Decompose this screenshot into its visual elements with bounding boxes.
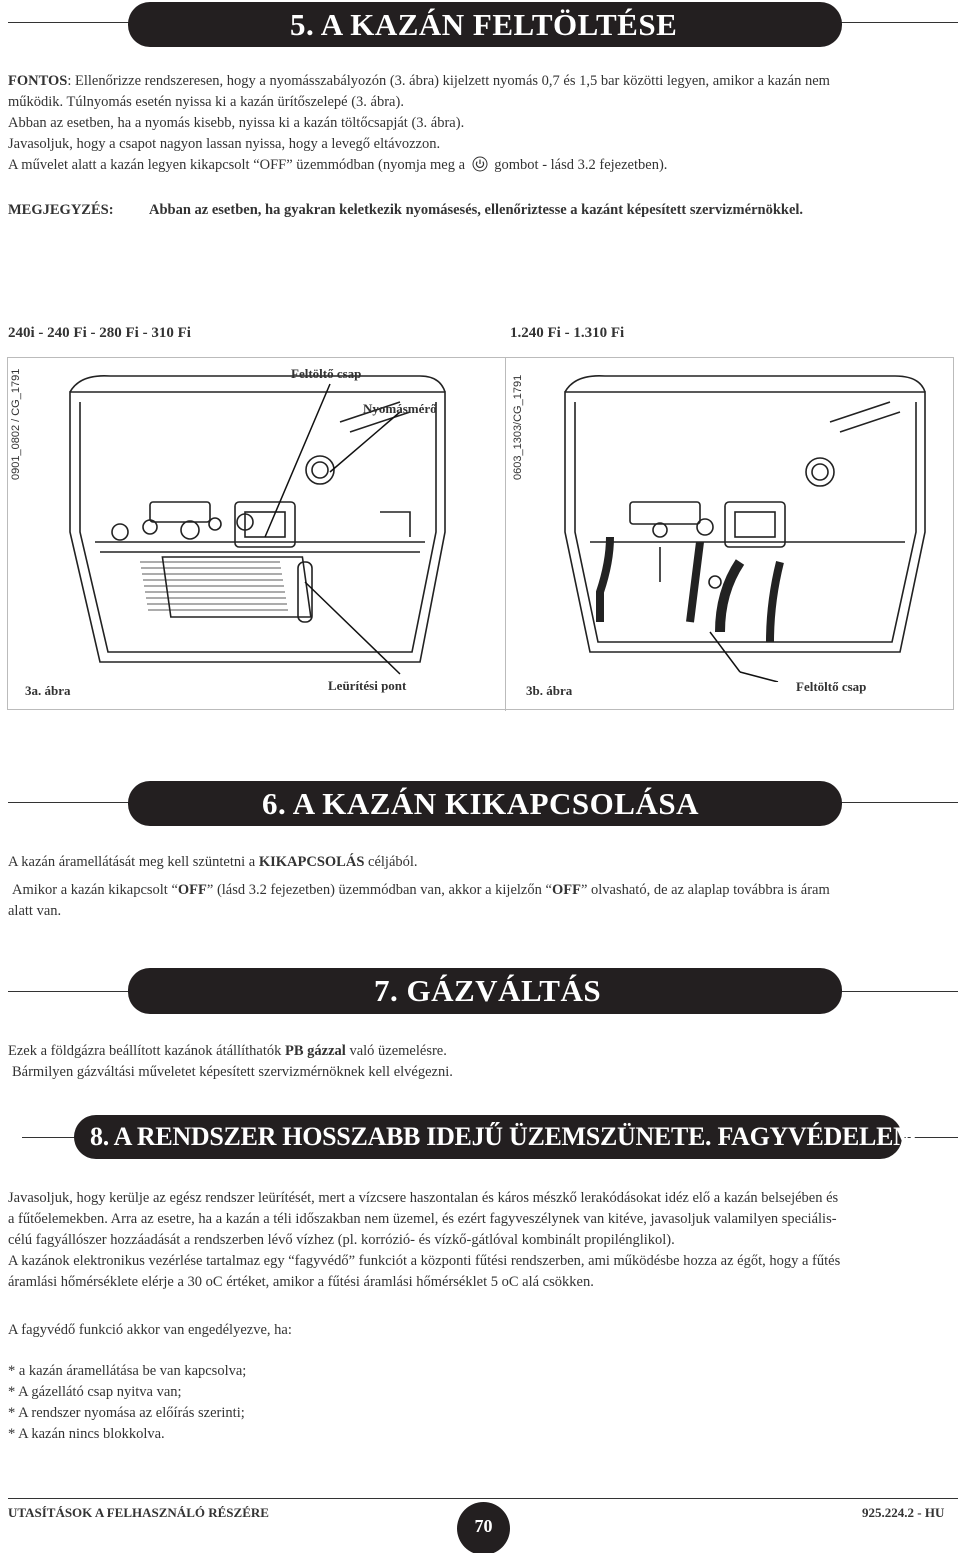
section5-title: 5. A KAZÁN FELTÖLTÉSE bbox=[290, 7, 678, 42]
section6-title: 6. A KAZÁN KIKAPCSOLÁSA bbox=[262, 786, 699, 821]
left-figure-code: 0901_0802 / CG_1791 bbox=[10, 368, 22, 480]
footer-left: UTASÍTÁSOK A FELHASZNÁLÓ RÉSZÉRE bbox=[8, 1505, 269, 1520]
section6-p2a: Amikor a kazán kikapcsolt “ bbox=[12, 882, 178, 898]
section6-title-bar bbox=[128, 781, 842, 826]
power-button-icon bbox=[472, 156, 488, 179]
section7-p2: Bármilyen gázváltási műveletet képesített szervizmérnöknek kell elvégezni. bbox=[12, 1064, 453, 1080]
section7-title-bar bbox=[128, 968, 842, 1014]
label-3a-abra: 3a. ábra bbox=[25, 683, 71, 698]
right-figure-heading: 1.240 Fi - 1.310 Fi bbox=[510, 325, 625, 341]
right-figure-code: 0603_1303/CG_1791 bbox=[512, 374, 524, 480]
fontos-label: FONTOS bbox=[8, 73, 68, 89]
section6-p2b: OFF bbox=[177, 882, 207, 898]
label-feltolto-csap-b: Feltöltő csap bbox=[796, 679, 867, 694]
left-figure-heading: 240i - 240 Fi - 280 Fi - 310 Fi bbox=[8, 325, 191, 341]
section7-p1b: PB gázzal bbox=[285, 1043, 346, 1059]
page-number: 70 bbox=[474, 1516, 493, 1536]
section8-title-bar bbox=[74, 1115, 918, 1159]
label-leuritesi-pont: Leürítési pont bbox=[328, 678, 407, 693]
section5-para3: Javasoljuk, hogy a csapot nagyon lassan nyissa, hogy a levegő eltávozzon. bbox=[8, 136, 441, 152]
section7-p1a: Ezek a földgázra beállított kazánok átállíthatók bbox=[8, 1043, 282, 1059]
section8-line-1: a fűtőelemekben. Arra az esetre, ha a kazán a téli időszakban nem üzemel, és ezért fagyveszélynek van kitéve, javasoljuk valamilyen speciális- bbox=[8, 1211, 837, 1227]
boiler-3b-drawing bbox=[540, 362, 940, 682]
frost-condition-2: * A rendszer nyomása az előírás szerinti; bbox=[8, 1405, 245, 1421]
frost-condition-1: * A gázellátó csap nyitva van; bbox=[8, 1384, 182, 1400]
footer-right: 925.224.2 - HU bbox=[862, 1505, 945, 1520]
frost-condition-3: * A kazán nincs blokkolva. bbox=[8, 1426, 165, 1442]
label-3b-abra: 3b. ábra bbox=[526, 683, 573, 698]
section5-title-bar bbox=[128, 2, 842, 47]
section8-line-2: célú fagyállószer hozzáadását a rendszerben lévő vízhez (pl. korrózió- és vízkő-gátlóval kombinált propilénglikol). bbox=[8, 1232, 675, 1248]
section8-body bbox=[8, 1188, 958, 1293]
section6-p1a: A kazán áramellátását meg kell szüntetni a bbox=[8, 854, 256, 870]
label-feltolto-csap-a: Feltöltő csap bbox=[291, 366, 362, 381]
section6-p1b: KIKAPCSOLÁS bbox=[258, 854, 365, 870]
section6-p2e: ” olvasható, de az alaplap továbbra is áram bbox=[580, 882, 830, 898]
section6-body bbox=[8, 852, 958, 922]
label-nyomasmero: Nyomásmérő bbox=[363, 401, 437, 416]
section6-p2f: alatt van. bbox=[8, 903, 62, 919]
section5-para4b: gombot - lásd 3.2 fejezetben). bbox=[494, 157, 668, 173]
section8-line-3: A kazánok elektronikus vezérlése tartalmaz egy “fagyvédő” funkciót a központi fűtési rendszerben, ami működésbe hozza az égőt, hogy a fűtés bbox=[8, 1253, 841, 1269]
section7-body bbox=[8, 1041, 958, 1083]
figure-divider bbox=[505, 358, 506, 711]
section8-line-0: Javasoljuk, hogy kerülje az egész rendszer leürítését, mert a vízcsere haszontalan és káros mészkő lerakódásokat idéz elő a kazán belsejében és bbox=[8, 1190, 839, 1206]
section5-para1a: : Ellenőrizze rendszeresen, hogy a nyomásszabályozón (3. ábra) kijelzett nyomás 0,7 és 1,5 bar közötti legyen, amikor a kazán nem bbox=[67, 73, 830, 89]
page-number-badge bbox=[457, 1502, 510, 1553]
frost-condition-0: * a kazán áramellátása be van kapcsolva; bbox=[8, 1363, 247, 1379]
footer-rule bbox=[8, 1498, 958, 1499]
section6-p1c: céljából. bbox=[368, 854, 418, 870]
section6-p2d: OFF bbox=[551, 882, 581, 898]
section5-para2: Abban az esetben, ha a nyomás kisebb, nyissa ki a kazán töltőcsapját (3. ábra). bbox=[8, 115, 465, 131]
section7-p1c: való üzemelésre. bbox=[349, 1043, 447, 1059]
section5-body bbox=[8, 71, 958, 179]
section8-line-4: áramlási hőmérséklete elérje a 30 oC értéket, amikor a fűtési áramlási hőmérséklet 5 oC alá csökken. bbox=[8, 1274, 594, 1290]
section5-para4a: A művelet alatt a kazán legyen kikapcsolt “OFF” üzemmódban (nyomja meg a bbox=[8, 157, 466, 173]
frost-intro: A fagyvédő funkció akkor van engedélyezve, ha: bbox=[8, 1322, 292, 1338]
note-text: Abban az esetben, ha gyakran keletkezik nyomásesés, ellenőriztesse a kazánt képesített szervizmérnökkel. bbox=[149, 202, 804, 218]
section7-title: 7. GÁZVÁLTÁS bbox=[374, 973, 602, 1008]
section6-p2c: ” (lásd 3.2 fejezetben) üzemmódban van, akkor a kijelzőn “ bbox=[206, 882, 552, 898]
note-label: MEGJEGYZÉS: bbox=[8, 202, 114, 218]
section5-para1b: működik. Túlnyomás esetén nyissa ki a kazán ürítőszelepé (3. ábra). bbox=[8, 94, 404, 110]
section8-title: 8. A RENDSZER HOSSZABB IDEJŰ ÜZEMSZÜNETE. FAGYVÉDELEM bbox=[90, 1122, 918, 1151]
frost-conditions bbox=[8, 1361, 246, 1445]
